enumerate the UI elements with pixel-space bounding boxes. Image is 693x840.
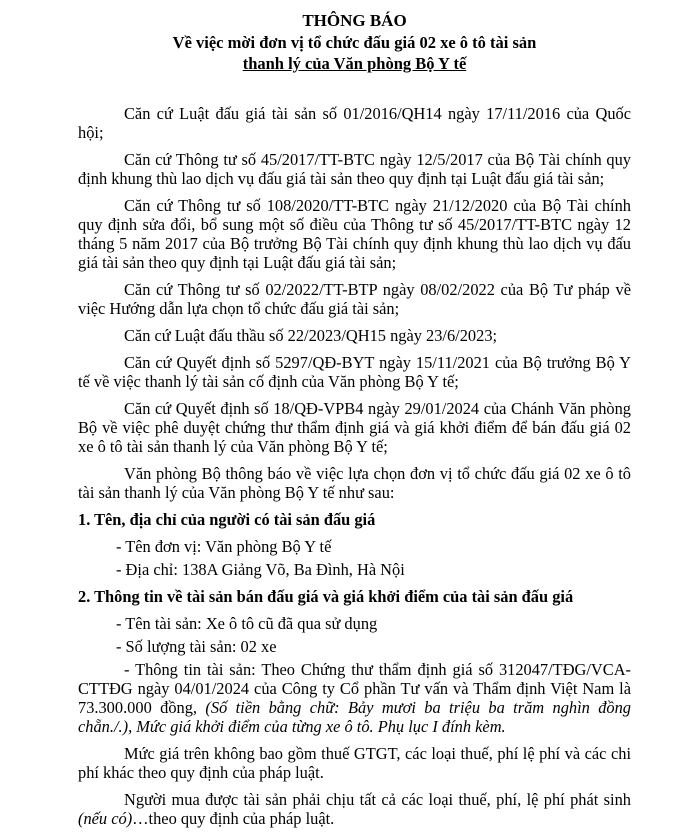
basis-paragraph: Căn cứ Thông tư số 02/2022/TT-BTP ngày 08/02/2022 của Bộ Tư pháp về việc Hướng dẫn lựa chọn tổ chức đấu giá tài sản; (78, 280, 631, 318)
title-subject-line2 (78, 53, 631, 74)
asset-quantity-line: - Số lượng tài sản: 02 xe (116, 637, 277, 656)
section-1-heading: 1. Tên, địa chỉ của người có tài sản đấu giá (78, 510, 376, 529)
buyer-obligation-paragraph (78, 790, 631, 828)
title-heading: THÔNG BÁO (302, 11, 407, 30)
buyer-obligation-italic: (nếu có) (78, 809, 133, 828)
title-subject-line1: Về việc mời đơn vị tổ chức đấu giá 02 xe ô tô tài sản (172, 33, 537, 52)
basis-paragraph: Căn cứ Luật đấu thầu số 22/2023/QH15 ngày 23/6/2023; (124, 326, 498, 345)
asset-info-italic-text: (Số tiền bằng chữ: Bảy mươi ba triệu ba trăm nghìn đồng chẵn./.), Mức giá khởi điểm của từng xe ô tô. Phụ lục I đính kèm. (78, 698, 631, 736)
unit-name-line: - Tên đơn vị: Văn phòng Bộ Y tế (116, 537, 332, 556)
basis-paragraph: Căn cứ Quyết định số 18/QĐ-VPB4 ngày 29/01/2024 của Chánh Văn phòng Bộ về việc phê duyệt chứng thư thẩm định giá và giá khởi điểm để bán đấu giá 02 xe ô tô tài sản thanh lý của Văn phòng Bộ Y tế; (78, 399, 631, 456)
section-2-heading: 2. Thông tin về tài sản bán đấu giá và giá khởi điểm của tài sản đấu giá (78, 587, 574, 606)
asset-name-line: - Tên tài sản: Xe ô tô cũ đã qua sử dụng (116, 614, 378, 633)
basis-paragraph: Căn cứ Quyết định số 5297/QĐ-BYT ngày 15/11/2021 của Bộ trưởng Bộ Y tế về việc thanh lý tài sản cố định của Văn phòng Bộ Y tế; (78, 353, 631, 391)
basis-paragraph: Căn cứ Thông tư số 45/2017/TT-BTC ngày 12/5/2017 của Bộ Tài chính quy định khung thù lao dịch vụ đấu giá tài sản theo quy định tại Luật đấu giá tài sản; (78, 150, 631, 188)
document-title (78, 10, 631, 74)
asset-info-text: - Thông tin tài sản: Theo Chứng thư thẩm định giá số 312047/TĐG/VCA-CTTĐG ngày 04/01/2024 của Công ty Cổ phần Tư vấn và Thẩm định Việt Nam là 73.300.000 đồng, (78, 660, 631, 717)
asset-info-paragraph (78, 660, 631, 736)
intro-paragraph: Văn phòng Bộ thông báo về việc lựa chọn đơn vị tổ chức đấu giá 02 xe ô tô tài sản thanh lý của Văn phòng Bộ Y tế như sau: (78, 464, 631, 502)
price-note-paragraph: Mức giá trên không bao gồm thuế GTGT, các loại thuế, phí lệ phí và các chi phí khác theo quy định của pháp luật. (78, 744, 631, 782)
basis-paragraph: Căn cứ Luật đấu giá tài sản số 01/2016/QH14 ngày 17/11/2016 của Quốc hội; (78, 104, 631, 142)
buyer-obligation-text: Người mua được tài sản phải chịu tất cả các loại thuế, phí, lệ phí phát sinh (124, 790, 631, 809)
title-subject-line2-text: thanh lý của Văn phòng Bộ Y tế (242, 54, 467, 73)
basis-paragraph: Căn cứ Thông tư số 108/2020/TT-BTC ngày 21/12/2020 của Bộ Tài chính quy định sửa đổi, bổ sung một số điều của Thông tư số 45/2017/TT-BTC ngày 12 tháng 5 năm 2017 của Bộ trưởng Bộ Tài chính quy định khung thù lao dịch vụ đấu giá tài sản theo quy định tại Luật đấu giá tài sản; (78, 196, 631, 272)
buyer-obligation-text-end: …theo quy định của pháp luật. (132, 809, 335, 828)
address-line: - Địa chỉ: 138A Giảng Võ, Ba Đình, Hà Nội (116, 560, 405, 579)
